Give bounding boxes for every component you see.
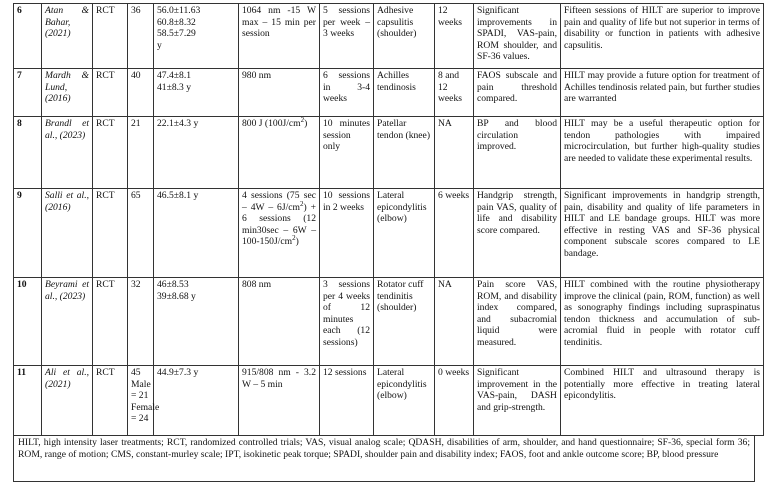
conclusion: HILT may be a useful therapeutic option for tendon pathologies with impaired microcirculation, but further high-quality studies are needed to validate these experimental results. <box>561 117 764 189</box>
sample-size: Male <box>131 378 151 390</box>
age-cell <box>154 189 239 278</box>
follow-up: NA <box>435 117 474 189</box>
conclusion: HILT combined with the routine physiotherapy improve the clinical (pain, ROM, function) as well as sonography findings including supraspinatus tendon thickness and accumulation of sub-acromial fluid in people with rotator cuff tendinitis. <box>561 278 764 366</box>
age-value: 44.9±7.3 y <box>157 367 199 378</box>
laser-parameters: 1064 nm -15 W max – 15 min per session <box>239 4 320 69</box>
laser-parameters: 980 nm <box>239 69 320 117</box>
parameters-text: 800 J (100J/cm <box>242 118 301 129</box>
follow-up: NA <box>435 278 474 366</box>
age-value: 58.5±7.29 <box>157 28 196 40</box>
table-row <box>14 366 764 436</box>
outcomes: Pain score VAS, ROM, and disability index compared, and subacromial liquid were measured. <box>474 278 561 366</box>
follow-up: 6 weeks <box>435 189 474 278</box>
parameters-text: ) + 6 sessions (12 min30sec – 6W – 100-150J/cm <box>242 201 316 248</box>
outcomes: FAOS subscale and pain threshold compared. <box>474 69 561 117</box>
conclusion: Combined HILT and ultrasound therapy is potentially more effective in treating lateral epicondylitis. <box>561 366 764 436</box>
laser-parameters: 808 nm <box>239 278 320 366</box>
sample-size: Female <box>131 401 160 413</box>
table-row <box>14 117 764 189</box>
treatment-protocol: 6 sessions in 3-4 weeks <box>320 69 374 117</box>
age-cell <box>154 117 239 189</box>
condition: Lateral epicondylitis (elbow) <box>374 366 435 436</box>
conclusion: HILT may provide a future option for treatment of Achilles tendinosis related pain, but further studies are warranted <box>561 69 764 117</box>
sample-size: 45 <box>131 367 141 378</box>
condition: Rotator cuff tendinitis (shoulder) <box>374 278 435 366</box>
outcomes: Significant improvement in the VAS-pain, DASH and grip-strength. <box>474 366 561 436</box>
outcomes: Handgrip strength, pain VAS, quality of life and disability score compared. <box>474 189 561 278</box>
age-value: 46±8.53 <box>157 279 189 290</box>
outcomes: Significant improvements in SPADI, VAS-pain, ROM shoulder, and SF-36 values. <box>474 4 561 69</box>
condition: Patellar tendon (knee) <box>374 117 435 189</box>
age-cell <box>154 69 239 117</box>
row-number: 11 <box>14 366 42 436</box>
superscript: 2 <box>299 199 304 208</box>
condition: Achilles tendinosis <box>374 69 435 117</box>
sample-size: 21 <box>128 117 154 189</box>
sample-size: 65 <box>128 189 154 278</box>
age-value: 41±8.3 y <box>157 81 192 93</box>
follow-up: 0 weeks <box>435 366 474 436</box>
treatment-protocol: 10 minutes session only <box>320 117 374 189</box>
study-design: RCT <box>93 69 128 117</box>
study-design: RCT <box>93 278 128 366</box>
sample-size-cell <box>128 366 160 436</box>
follow-up: 8 and 12 weeks <box>435 69 474 117</box>
age-cell <box>154 4 239 69</box>
laser-parameters <box>239 189 320 278</box>
condition: Lateral epicondylitis (elbow) <box>374 189 435 278</box>
study-citation: Mardh & Lund, (2016) <box>42 69 93 117</box>
row-number: 9 <box>14 189 42 278</box>
study-design: RCT <box>93 4 128 69</box>
study-citation: Brandl et al., (2023) <box>42 117 93 189</box>
study-design: RCT <box>93 117 128 189</box>
treatment-protocol: 3 sessions per 4 weeks of 12 minutes each (12 sessions) <box>320 278 374 366</box>
superscript: 2 <box>292 234 296 243</box>
sample-size: = 21 <box>131 390 149 402</box>
sample-size: 32 <box>128 278 154 366</box>
age-value: 22.1±4.3 y <box>157 118 199 129</box>
table-row <box>14 278 764 366</box>
age-cell <box>154 278 239 366</box>
laser-parameters: 915/808 nm - 3.2 W – 5 min <box>239 366 320 436</box>
treatment-protocol: 12 sessions <box>320 366 374 436</box>
row-number: 8 <box>14 117 42 189</box>
superscript: 2 <box>300 115 305 124</box>
parameters-text: ) <box>304 118 308 129</box>
treatment-protocol: 10 sessions in 2 weeks <box>320 189 374 278</box>
row-number: 10 <box>14 278 42 366</box>
studies-table <box>13 3 764 436</box>
table-row <box>14 69 764 117</box>
age-value: 47.4±8.1 <box>157 70 192 81</box>
row-number: 6 <box>14 4 42 69</box>
conclusion: Significant improvements in handgrip strength, pain, disability and quality of life parameters in HILT and LE bandage groups. HILT was more effective in resting VAS and SF-36 physical component subscale scores compared to LE bandage. <box>561 189 764 278</box>
study-citation: Atan & Bahar, (2021) <box>42 4 93 69</box>
sample-size: 40 <box>128 69 154 117</box>
age-value: 60.8±8.32 <box>157 16 196 28</box>
study-citation: Ali et al., (2021) <box>42 366 93 436</box>
sample-size: = 24 <box>131 413 149 425</box>
row-number: 7 <box>14 69 42 117</box>
age-value: 46.5±8.1 y <box>157 190 199 201</box>
age-value: 39±8.68 y <box>157 290 196 302</box>
table-row <box>14 4 764 69</box>
parameters-text: ) <box>295 236 299 248</box>
table-row <box>14 189 764 278</box>
laser-parameters <box>239 117 320 189</box>
age-cell <box>154 366 239 436</box>
study-design: RCT <box>93 189 128 278</box>
age-value: y <box>157 39 162 51</box>
sample-size: 36 <box>128 4 154 69</box>
condition: Adhesive capsulitis (shoulder) <box>374 4 435 69</box>
table-footnote: HILT, high intensity laser treatments; RCT, randomized controlled trials; VAS, visual analog scale; QDASH, disabilities of arm, shoulder, and hand questionnaire; SF-36, special form 36; ROM, range of motion; CMS, constant-murley scale; IPT, isokinetic peak torque; SPADI, shoulder pain and disability index; FAOS, foot and ankle outcome score; BP, blood pressure <box>13 435 755 482</box>
treatment-protocol: 5 sessions per week – 3 weeks <box>320 4 374 69</box>
study-citation: Salli et al., (2016) <box>42 189 93 278</box>
parameters-text: 4 sessions (75 sec – 4W – 6J/cm <box>242 190 316 213</box>
study-citation: Beyrami et al., (2023) <box>42 278 93 366</box>
study-design: RCT <box>93 366 128 436</box>
outcomes: BP and blood circulation improved. <box>474 117 561 189</box>
follow-up: 12 weeks <box>435 4 474 69</box>
age-value: 56.0±11.63 <box>157 5 201 16</box>
conclusion: Fifteen sessions of HILT are superior to improve pain and quality of life but not superior in terms of disability or function in patients with adhesive capsulitis. <box>561 4 764 69</box>
